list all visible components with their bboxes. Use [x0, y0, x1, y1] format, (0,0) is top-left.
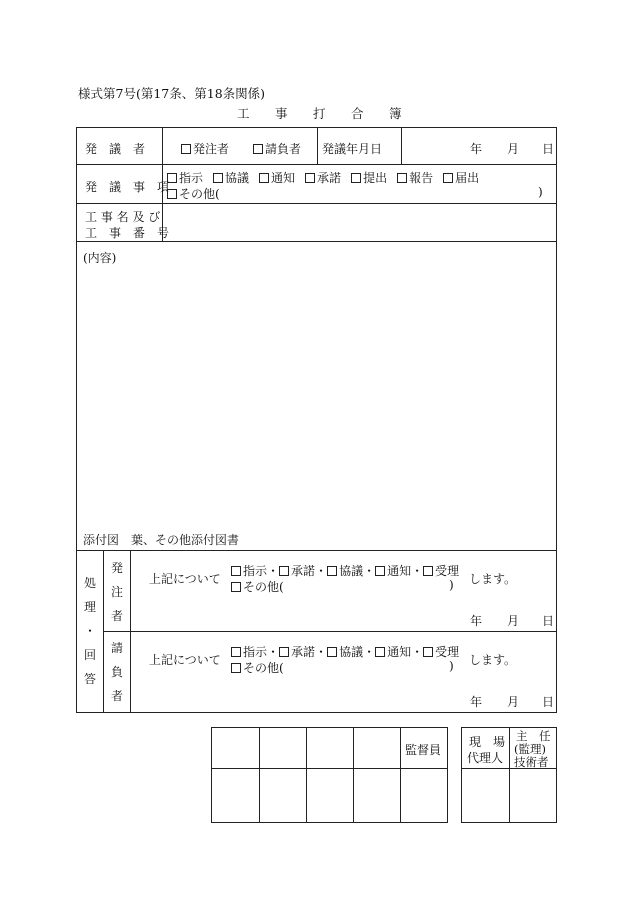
contractor-stamp-table	[461, 727, 557, 823]
option-instruction: 指示	[167, 171, 203, 185]
checkbox[interactable]	[231, 647, 241, 657]
site-agent-label-2: 代理人	[467, 751, 504, 765]
proposal-date-label: 発議年月日	[322, 142, 383, 156]
checkbox[interactable]	[397, 173, 407, 183]
stamp-cell[interactable]	[214, 772, 256, 820]
checkbox[interactable]	[259, 173, 269, 183]
option-consultation: 協議	[213, 171, 249, 185]
title-char: 打	[313, 106, 326, 121]
engineer-label-2: (監理)	[514, 742, 546, 756]
option-notification: 届出	[443, 171, 479, 185]
stamp-cell[interactable]	[355, 772, 397, 820]
option-approval: 承諾	[305, 171, 341, 185]
orderer-other[interactable]: その他(	[231, 578, 284, 595]
site-agent-stamp-cell[interactable]	[464, 772, 506, 820]
attachments-label: 添付図 葉、その他添付図書	[83, 533, 240, 547]
checkbox[interactable]	[231, 566, 241, 576]
checkbox[interactable]	[423, 566, 433, 576]
form-main-table	[76, 127, 557, 713]
title-char: 事	[275, 106, 288, 121]
contractor-suffix: します。	[469, 653, 517, 667]
checkbox[interactable]	[167, 173, 177, 183]
engineer-stamp-cell[interactable]	[511, 772, 553, 820]
stamp-cell[interactable]	[308, 772, 350, 820]
checkbox[interactable]	[443, 173, 453, 183]
option-submission: 提出	[351, 171, 387, 185]
site-agent-label-1: 現 場	[469, 735, 506, 749]
contractor-lead: 上記について	[149, 653, 221, 667]
checkbox[interactable]	[327, 647, 337, 657]
engineer-label-3: 技術者	[514, 755, 549, 769]
checkbox[interactable]	[423, 647, 433, 657]
checkbox[interactable]	[351, 173, 361, 183]
contractor-year: 年	[470, 695, 483, 709]
orderer-lead: 上記について	[149, 572, 221, 586]
work-name-field[interactable]	[167, 208, 547, 236]
date-day: 日	[542, 142, 555, 156]
checkbox[interactable]	[375, 566, 385, 576]
checkbox[interactable]	[375, 647, 385, 657]
orderer-month: 月	[507, 614, 520, 628]
orderer-year: 年	[470, 614, 483, 628]
date-month: 月	[507, 142, 520, 156]
approval-stamp-table	[211, 727, 448, 823]
checkbox[interactable]	[231, 663, 241, 673]
orderer-label: 発 注 者	[110, 561, 123, 623]
title-char: 合	[351, 106, 364, 121]
checkbox[interactable]	[279, 647, 289, 657]
checkbox[interactable]	[213, 173, 223, 183]
items-options[interactable]	[167, 169, 479, 186]
option-report: 報告	[397, 171, 433, 185]
proposer-label: 発 議 者	[85, 142, 146, 156]
orderer-choices[interactable]: 指示・ 承諾・ 協議・ 通知・ 受理	[231, 562, 459, 579]
contractor-label: 請 負 者	[110, 641, 123, 703]
option-other[interactable]: その他(	[167, 185, 220, 202]
checkbox[interactable]	[327, 566, 337, 576]
checkbox[interactable]	[305, 173, 315, 183]
checkbox[interactable]	[279, 566, 289, 576]
option-contractor[interactable]: 請負者	[253, 140, 301, 157]
content-area[interactable]	[83, 266, 549, 526]
contractor-day: 日	[542, 695, 555, 709]
checkbox[interactable]	[253, 144, 263, 154]
orderer-suffix: します。	[469, 572, 517, 586]
checkbox[interactable]	[231, 582, 241, 592]
orderer-other-close: )	[449, 578, 454, 592]
contractor-choices[interactable]: 指示・ 承諾・ 協議・ 通知・ 受理	[231, 643, 459, 660]
engineer-label-1: 主 任	[516, 729, 551, 743]
other-close-paren: )	[538, 185, 543, 199]
work-name-label: 工 事 名 及 び	[85, 210, 161, 224]
title-char: 工	[237, 106, 250, 121]
stamp-cell[interactable]	[261, 772, 303, 820]
supervisor-stamp-cell[interactable]	[402, 772, 444, 820]
date-year: 年	[470, 142, 483, 156]
form-title	[237, 104, 427, 122]
option-notice: 通知	[259, 171, 295, 185]
checkbox[interactable]	[181, 144, 191, 154]
title-char: 簿	[389, 106, 402, 121]
contractor-month: 月	[507, 695, 520, 709]
items-label: 発 議 事 項	[85, 180, 170, 194]
contractor-other[interactable]: その他(	[231, 659, 284, 676]
orderer-day: 日	[542, 614, 555, 628]
option-orderer[interactable]: 発注者	[181, 140, 229, 157]
response-side-label: 処 理 ・ 回 答	[83, 576, 96, 686]
content-label: (内容)	[83, 251, 117, 265]
form-number: 様式第7号(第17条、第18条関係)	[78, 86, 266, 101]
checkbox[interactable]	[167, 189, 177, 199]
supervisor-label: 監督員	[405, 743, 442, 757]
contractor-other-close: )	[449, 659, 454, 673]
work-number-label: 工 事 番 号	[85, 226, 170, 240]
